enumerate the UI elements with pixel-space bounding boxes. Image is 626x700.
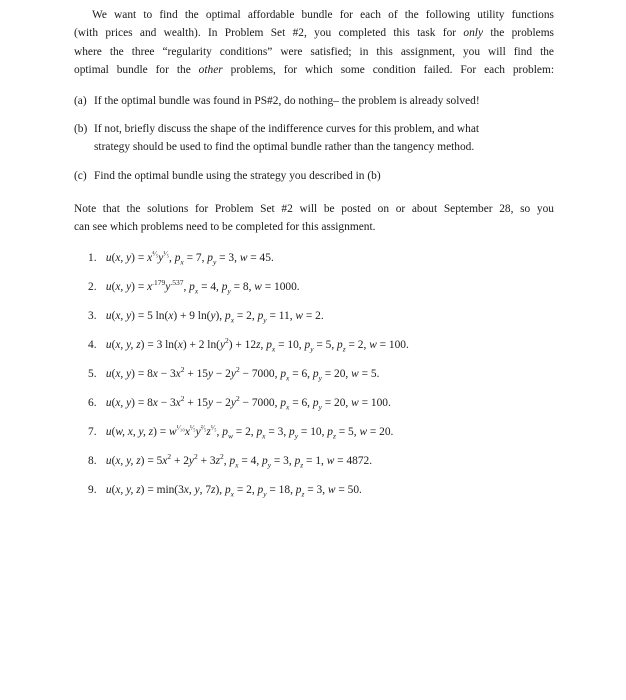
problem-4: 4. u(x, y, z) = 3 ln(x) + 2 $\ln(y^2) + 12z$, $p_x = 10$, $p_y = 5$, $p_z = 2$, w = 100. xyxy=(88,336,409,354)
problem-3: 3. u(x, y) = 5 ln(x) + 9 ln(y), $p_x = 2$, $p_y = 11$, w = 2. xyxy=(88,310,324,325)
intro-line-3: where the three “regularity conditions” were satisfied; in this assignment, you will find the xyxy=(74,45,554,58)
problem-5: 5. u(x, $y) = 8x - 3x^2 + 15y - 2y^2 - 7000$, $p_x = 6$, $p_y = 20$, w = 5. xyxy=(88,365,380,383)
intro-line-4: optimal bundle for the other problems, for which some condition failed. For each problem: xyxy=(74,64,554,77)
problem-2: 2. u(x, $y) = x^{.179}y^{.537}$, $p_x = 4$, $p_y = 8$, w = 1000. xyxy=(88,278,300,296)
intro-line-2: (with prices and wealth). In Problem Set #2, you completed this task for only the problems xyxy=(74,27,554,40)
problem-7: 7. u(w, x, y, $z) = w^{^1⁄_{10}}x^{^1⁄_5}y^{^2⁄_5}z^{^1⁄_5}$, $p_w = 2$, $p_x = 3$, $p_y = 10$, $p_z = 5$, w = 20. xyxy=(88,424,394,441)
problem-1: 1. u(x, $y) = x^{^4⁄_5}y^{^1⁄_5}$, $p_x = 7$, $p_y = 3$, w = 45. xyxy=(88,250,274,267)
intro-line-1: We want to find the optimal affordable bundle for each of the following utility functions xyxy=(92,9,554,21)
step-c: (c) Find the optimal bundle using the strategy you described in (b) xyxy=(74,170,381,182)
step-b: (b) If not, briefly discuss the shape of the indifference curves for this problem, and what strategy should be used to find the optimal bundle rather than the tangency method. xyxy=(74,123,480,154)
note-paragraph xyxy=(74,200,554,237)
intro-paragraph xyxy=(74,6,554,80)
problem-9: 9. u(x, y, z) = min(3x, y, 7z), $p_x = 2$, $p_y = 18$, $p_z = 3$, w = 50. xyxy=(88,484,362,499)
note-line-1: Note that the solutions for Problem Set #2 will be posted on or about September 28, so you xyxy=(74,203,554,215)
problem-8: 8. u(x, y, $z) = 5x^2 + 2y^2 + 3z^2$, $p_x = 4$, $p_y = 3$, $p_z = 1$, w = 4872. xyxy=(88,452,373,470)
note-line-2: can see which problems need to be completed for this assignment. xyxy=(74,221,376,234)
problem-6: 6. u(x, $y) = 8x - 3x^2 + 15y - 2y^2 - 7000$, $p_x = 6$, $p_y = 20$, w = 100. xyxy=(88,394,391,412)
step-a: (a) If the optimal bundle was found in PS#2, do nothing– the problem is already solved! xyxy=(74,95,480,107)
